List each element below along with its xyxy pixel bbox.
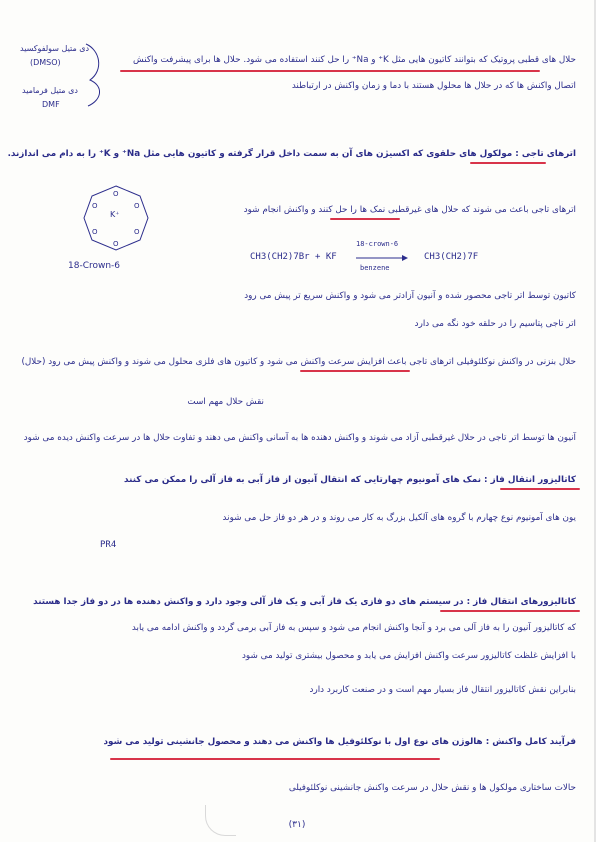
margin-note-dmf-abbr: DMF (42, 100, 60, 109)
text-line: حلال های قطبی پروتیک که بتوانند کاتیون هایی مثل K⁺ و Na⁺ را حل کنند استفاده می شود. حلال ها برای پیشرفت واکنش (132, 55, 576, 65)
text-line: حلال بنزنی در واکنش نوکلئوفیلی اترهای تاجی باعث افزایش سرعت واکنش می شود و کاتیون های فلزی محلول می شوند و واکنش پیش می رود (حلال) (21, 357, 576, 367)
red-underline (440, 610, 580, 612)
reaction-arrow-icon (356, 254, 408, 262)
text-line: آنیون ها توسط اتر تاجی در حلال غیرقطبی آزاد می شوند و واکنش دهنده ها به آسانی واکنش می دهند و تفاوت حلال ها در سرعت واکنش دیده می شود (23, 433, 576, 443)
formula-pr4: PR4 (100, 540, 117, 550)
heading-phase-transfer: کاتالیزور انتقال فاز : نمک های آمونیوم چهارتایی که انتقال آنیون از فاز آبی به فاز آلی را ممکن می کنند (124, 475, 576, 485)
text-line: نقش حلال مهم است (187, 397, 264, 407)
red-underline (300, 370, 410, 372)
formula-product: CH3(CH2)7F (424, 252, 479, 262)
svg-text:O: O (113, 240, 119, 248)
margin-note-dmso: دی متیل سولفوکسید (20, 44, 90, 53)
red-underline (330, 218, 400, 220)
text-line: بنابراین نقش کاتالیزور انتقال فاز بسیار مهم است و در صنعت کاربرد دارد (309, 685, 576, 695)
text-line: اتر تاجی پتاسیم را در حلقه خود نگه می دارد (414, 319, 576, 329)
svg-text:O: O (134, 228, 140, 236)
red-underline (500, 488, 580, 490)
svg-text:O: O (134, 202, 140, 210)
formula-condition-bottom: benzene (360, 264, 390, 272)
heading-phase-transfer-catalyst: کاتالیزورهای انتقال فاز : در سیستم های دو فازی یک فاز آبی و یک فاز آلی وجود دارد و واکنش دهنده ها در دو فاز جدا هستند (33, 597, 576, 607)
crown-ether-label: 18-Crown-6 (68, 261, 121, 271)
red-underline (120, 70, 540, 72)
red-underline (110, 758, 440, 760)
heading-crown-ethers: اترهای تاجی : مولکول های حلقوی که اکسیژن های آن به سمت داخل قرار گرفته و کاتیون هایی مثل Na⁺ و K⁺ را به دام می اندازند. (7, 149, 576, 159)
bracket-arrow-icon (80, 40, 120, 110)
text-line: که کاتالیزور آنیون را به فاز آلی می برد و آنجا واکنش انجام می شود و سپس به فاز آبی برمی گردد و واکنش ادامه می یابد (131, 623, 576, 633)
text-line: یون های آمونیوم نوع چهارم با گروه های آلکیل بزرگ به کار می روند و در هر دو فاز حل می شوند (222, 513, 576, 523)
crown-center-ion: K⁺ (110, 210, 120, 219)
margin-note-dmso-abbr: (DMSO) (30, 58, 61, 67)
margin-note-dmf: دی متیل فرمامید (22, 86, 78, 95)
text-line: حالات ساختاری مولکول ها و نقش حلال در سرعت واکنش جانشینی نوکلئوفیلی (288, 783, 576, 793)
formula-condition-top: 18-crown-6 (356, 240, 399, 248)
red-underline (470, 162, 546, 164)
svg-text:O: O (92, 228, 98, 236)
text-line: کاتیون توسط اتر تاجی محصور شده و آنیون آزادتر می شود و واکنش سریع تر پیش می رود (244, 291, 576, 301)
formula-reactant: CH3(CH2)7Br + KF (250, 252, 337, 262)
heading-complete-reaction: فرآیند کامل واکنش : هالوژن های نوع اول با نوکلئوفیل ها واکنش می دهند و محصول جانشینی تولید می شود (103, 737, 576, 747)
page-number: (۳۱) (288, 820, 306, 830)
text-line: اتصال واکنش ها که در حلال ها محلول هستند با دما و زمان واکنش در ارتباطند (291, 81, 576, 91)
text-line: اترهای تاجی باعث می شوند که حلال های غیرقطبی نمک ها را حل کنند و واکنش انجام شود (243, 205, 576, 215)
svg-text:O: O (92, 202, 98, 210)
svg-text:O: O (113, 190, 119, 198)
text-line: با افزایش غلظت کاتالیزور سرعت واکنش افزایش می یابد و محصول بیشتری تولید می شود (241, 651, 576, 661)
